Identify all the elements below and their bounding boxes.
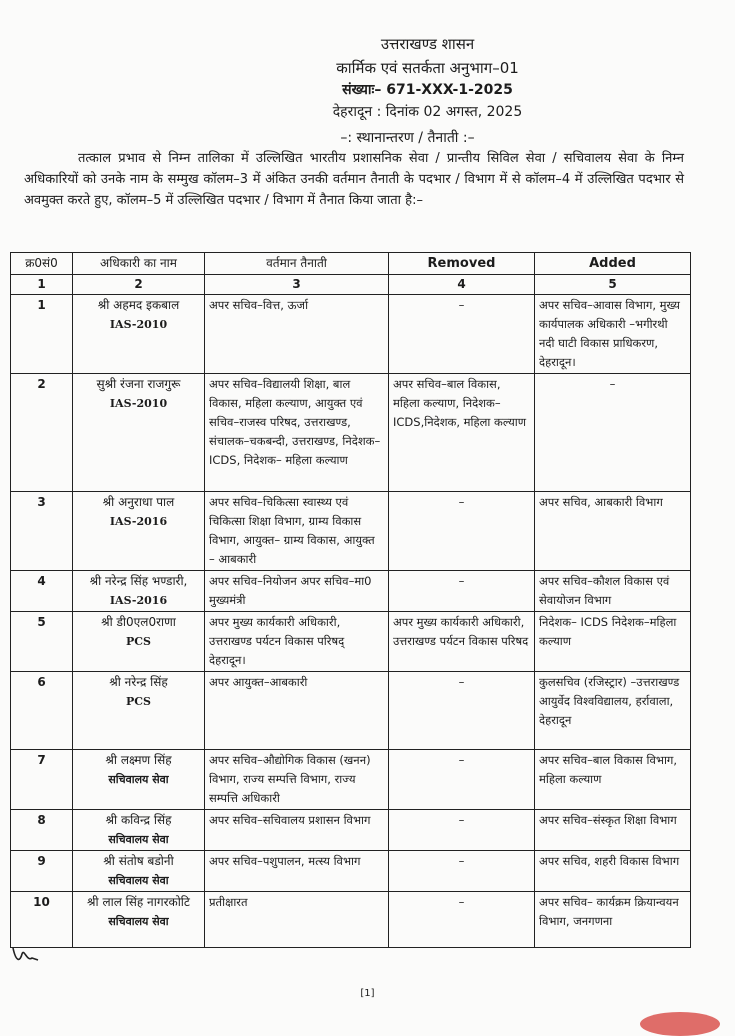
officer-service: सचिवालय सेवा	[108, 773, 169, 786]
col-number: 5	[535, 275, 691, 295]
added-charge: –	[535, 374, 691, 492]
current-posting: अपर सचिव–वित्त, ऊर्जा	[205, 295, 389, 374]
officer-name-cell	[73, 851, 205, 892]
officer-service: सचिवालय सेवा	[108, 874, 169, 887]
serial-number: 8	[11, 810, 73, 851]
removed-charge: –	[389, 672, 535, 750]
stamp-mark-icon	[640, 1012, 720, 1036]
intro-paragraph: तत्काल प्रभाव से निम्न तालिका में उल्लिखित भारतीय प्रशासनिक सेवा / प्रान्तीय सिविल सेवा / सचिवालय सेवा के निम्न अधिकारियों को उनके नाम के सम्मुख कॉलम–3 में अंकित उनकी वर्तमान तैनाती के पदभार / विभाग में से कॉलम–4 में उल्लिखित पदभार से अवमुक्त करते हुए, कॉलम–5 में उल्लिखित पदभार / विभाग में तैनात किया जाता है:–	[24, 151, 684, 208]
current-posting: अपर आयुक्त–आबकारी	[205, 672, 389, 750]
officer-name: श्री डी0एल0राणा	[101, 615, 176, 629]
added-charge: अपर सचिव–संस्कृत शिक्षा विभाग	[535, 810, 691, 851]
col-number: 1	[11, 275, 73, 295]
table-row	[11, 571, 691, 612]
added-charge: अपर सचिव, शहरी विकास विभाग	[535, 851, 691, 892]
col-number: 4	[389, 275, 535, 295]
current-posting: अपर मुख्य कार्यकारी अधिकारी, उत्तराखण्ड पर्यटन विकास परिषद् देहरादून।	[205, 612, 389, 672]
table-row	[11, 851, 691, 892]
serial-number: 4	[11, 571, 73, 612]
officer-name-cell	[73, 810, 205, 851]
removed-charge: –	[389, 892, 535, 948]
signature-mark-icon	[10, 944, 40, 966]
serial-number: 1	[11, 295, 73, 374]
added-charge: अपर सचिव–बाल विकास विभाग, महिला कल्याण	[535, 750, 691, 810]
officer-name-cell	[73, 492, 205, 571]
serial-number: 3	[11, 492, 73, 571]
table-row	[11, 295, 691, 374]
officer-name-cell	[73, 374, 205, 492]
col-number: 2	[73, 275, 205, 295]
removed-charge: –	[389, 851, 535, 892]
officer-name: श्री लक्ष्मण सिंह	[105, 753, 172, 767]
removed-charge: –	[389, 295, 535, 374]
table-row	[11, 374, 691, 492]
officer-service: IAS-2010	[109, 318, 168, 331]
current-posting: अपर सचिव–सचिवालय प्रशासन विभाग	[205, 810, 389, 851]
officer-name: श्री अनुराधा पाल	[102, 495, 175, 509]
removed-charge: –	[389, 492, 535, 571]
officer-name-cell	[73, 612, 205, 672]
added-charge: अपर सचिव–आवास विभाग, मुख्य कार्यपालक अधिकारी –भगीरथी नदी घाटी विकास प्राधिकरण, देहरादून।	[535, 295, 691, 374]
removed-charge: –	[389, 571, 535, 612]
table-row	[11, 810, 691, 851]
serial-number: 7	[11, 750, 73, 810]
added-charge: अपर सचिव, आबकारी विभाग	[535, 492, 691, 571]
officer-service: IAS-2016	[109, 515, 168, 528]
officer-service: IAS-2010	[109, 397, 168, 410]
current-posting: अपर सचिव–पशुपालन, मत्स्य विभाग	[205, 851, 389, 892]
government-title: उत्तराखण्ड शासन	[380, 35, 475, 53]
removed-charge: अपर सचिव–बाल विकास, महिला कल्याण, निदेशक– ICDS,निदेशक, महिला कल्याण	[389, 374, 535, 492]
col-header-name: अधिकारी का नाम	[73, 253, 205, 275]
current-posting: अपर सचिव–नियोजन अपर सचिव–मा0 मुख्यमंत्री	[205, 571, 389, 612]
added-charge: निदेशक– ICDS निदेशक–महिला कल्याण	[535, 612, 691, 672]
officer-name: श्री कविन्द्र सिंह	[105, 813, 172, 827]
col-number: 3	[205, 275, 389, 295]
serial-number: 10	[11, 892, 73, 948]
transfer-table	[10, 252, 691, 948]
col-header-sn: क्र0सं0	[11, 253, 73, 275]
page-number: [1]	[360, 988, 375, 999]
officer-service: PCS	[126, 695, 151, 708]
officer-service: सचिवालय सेवा	[108, 915, 169, 928]
added-charge: अपर सचिव–कौशल विकास एवं सेवायोजन विभाग	[535, 571, 691, 612]
officer-name: श्री अहमद इकबाल	[97, 298, 180, 312]
table-row	[11, 750, 691, 810]
col-header-added: Added	[535, 253, 691, 275]
subject-line: –: स्थानान्तरण / तैनाती :–	[340, 130, 475, 146]
officer-name: श्री नरेन्द्र सिंह भण्डारी,	[89, 574, 188, 588]
removed-charge: अपर मुख्य कार्यकारी अधिकारी, उत्तराखण्ड पर्यटन विकास परिषद	[389, 612, 535, 672]
current-posting: प्रतीक्षारत	[205, 892, 389, 948]
officer-service: PCS	[126, 635, 151, 648]
officer-name: श्री संतोष बडोनी	[103, 854, 174, 868]
order-number: संख्याः– 671-XXX-1-2025	[342, 82, 513, 98]
place-date: देहरादून : दिनांक 02 अगस्त, 2025	[332, 104, 523, 120]
table-row	[11, 492, 691, 571]
department-line: कार्मिक एवं सतर्कता अनुभाग–01	[336, 59, 519, 77]
officer-service: सचिवालय सेवा	[108, 833, 169, 846]
table-row	[11, 892, 691, 948]
officer-name-cell	[73, 892, 205, 948]
table-row	[11, 672, 691, 750]
current-posting: अपर सचिव–चिकित्सा स्वास्थ्य एवं चिकित्सा शिक्षा विभाग, ग्राम्य विकास विभाग, आयुक्त– ग्राम्य विकास, आयुक्त – आबकारी	[205, 492, 389, 571]
serial-number: 2	[11, 374, 73, 492]
officer-service: IAS-2016	[109, 594, 168, 607]
removed-charge: –	[389, 810, 535, 851]
officer-name: सुश्री रंजना राजगुरू	[96, 377, 181, 391]
serial-number: 6	[11, 672, 73, 750]
officer-name: श्री लाल सिंह नागरकोटि	[87, 895, 190, 909]
table-header-row	[11, 253, 691, 275]
removed-charge: –	[389, 750, 535, 810]
table-row	[11, 612, 691, 672]
officer-name: श्री नरेन्द्र सिंह	[109, 675, 168, 689]
col-header-current: वर्तमान तैनाती	[205, 253, 389, 275]
current-posting: अपर सचिव–विद्यालयी शिक्षा, बाल विकास, महिला कल्याण, आयुक्त एवं सचिव–राजस्व परिषद, उत्तराखण्ड, संचालक–चकबन्दी, उत्तराखण्ड, निदेशक– ICDS, निदेशक– महिला कल्याण	[205, 374, 389, 492]
serial-number: 9	[11, 851, 73, 892]
officer-name-cell	[73, 750, 205, 810]
officer-name-cell	[73, 672, 205, 750]
added-charge: अपर सचिव– कार्यक्रम क्रियान्वयन विभाग, जनगणना	[535, 892, 691, 948]
officer-name-cell	[73, 295, 205, 374]
added-charge: कुलसचिव (रजिस्ट्रार) –उत्तराखण्ड आयुर्वेद विश्वविद्यालय, हर्रावाला, देहरादून	[535, 672, 691, 750]
col-header-removed: Removed	[389, 253, 535, 275]
column-number-row	[11, 275, 691, 295]
current-posting: अपर सचिव–औद्योगिक विकास (खनन) विभाग, राज्य सम्पत्ति विभाग, राज्य सम्पत्ति अधिकारी	[205, 750, 389, 810]
officer-name-cell	[73, 571, 205, 612]
serial-number: 5	[11, 612, 73, 672]
